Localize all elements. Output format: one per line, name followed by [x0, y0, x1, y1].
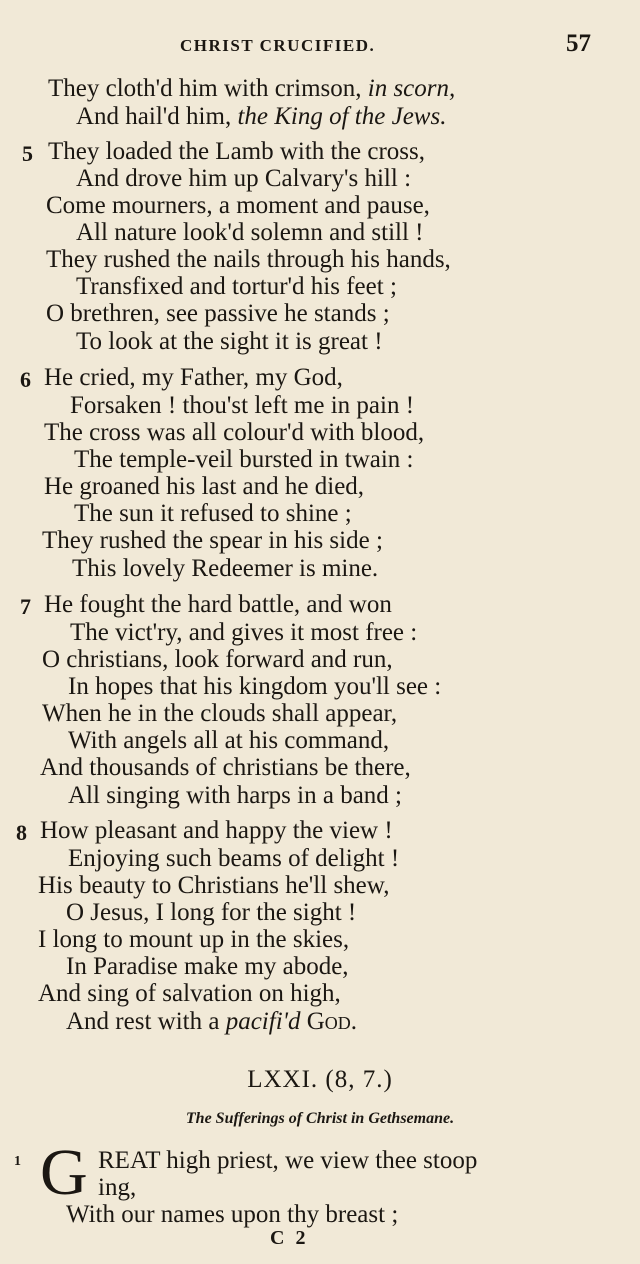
verse-line: Forsaken ! thou'st left me in pain !: [70, 392, 415, 419]
stanza-number: 5: [22, 141, 33, 166]
drop-cap: G: [40, 1136, 88, 1209]
verse-line: Enjoying such beams of delight !: [68, 845, 400, 872]
hymn-line: ing,: [98, 1174, 137, 1201]
running-title: CHRIST CRUCIFIED.: [180, 36, 376, 55]
verse-line: The temple-veil bursted in twain :: [74, 446, 414, 473]
verse-line: The vict'ry, and gives it most free :: [70, 619, 418, 646]
verse-line: They loaded the Lamb with the cross,: [48, 138, 425, 165]
verse-number: 1: [14, 1154, 21, 1169]
hymn-title: The Sufferings of Christ in Gethsemane.: [185, 1110, 455, 1127]
verse-line: They rushed the spear in his side ;: [42, 527, 383, 554]
verse-line: His beauty to Christians he'll shew,: [38, 872, 390, 899]
verse-line: And sing of salvation on high,: [38, 980, 341, 1007]
verse-line: This lovely Redeemer is mine.: [72, 555, 379, 582]
verse-line: All singing with harps in a band ;: [68, 782, 402, 809]
page-number: 57: [566, 30, 591, 57]
verse-line: O christians, look forward and run,: [42, 646, 393, 673]
running-head: [0, 30, 640, 62]
hymn-line: REAT high priest, we view thee stoop: [98, 1147, 478, 1174]
verse-line: To look at the sight it is great !: [76, 328, 383, 355]
verse-line: In Paradise make my abode,: [66, 953, 349, 980]
verse-line: Come mourners, a moment and pause,: [46, 192, 430, 219]
stanza-number: 7: [20, 594, 31, 619]
signature-mark: C 2: [270, 1227, 309, 1249]
verse-line: How pleasant and happy the view !: [40, 817, 393, 844]
verse-line: And rest with a pacifi'd God.: [66, 1008, 358, 1035]
verse-line: And drove him up Calvary's hill :: [76, 165, 412, 192]
hymn-number: LXXI. (8, 7.): [247, 1066, 393, 1093]
verse-line: And hail'd him, the King of the Jews.: [76, 103, 447, 130]
verse-line: He groaned his last and he died,: [44, 473, 365, 500]
verse-line: Transfixed and tortur'd his feet ;: [76, 273, 397, 300]
verse-line: When he in the clouds shall appear,: [42, 700, 398, 727]
verse-line: They rushed the nails through his hands,: [46, 246, 451, 273]
verse-line: They cloth'd him with crimson, in scorn,: [48, 75, 456, 102]
stanza-number: 6: [20, 367, 31, 392]
verse-line: He cried, my Father, my God,: [44, 364, 343, 391]
verse-line: O brethren, see passive he stands ;: [46, 300, 390, 327]
verse-line: O Jesus, I long for the sight !: [66, 899, 357, 926]
verse-line: With angels all at his command,: [68, 727, 390, 754]
verse-line: In hopes that his kingdom you'll see :: [68, 673, 442, 700]
verse-line: The sun it refused to shine ;: [74, 500, 352, 527]
verse-line: He fought the hard battle, and won: [44, 591, 392, 618]
verse-line: I long to mount up in the skies,: [38, 926, 350, 953]
hymn-line: With our names upon thy breast ;: [66, 1201, 399, 1228]
verse-line: And thousands of christians be there,: [40, 754, 411, 781]
verse-line: All nature look'd solemn and still !: [76, 219, 424, 246]
verse-line: The cross was all colour'd with blood,: [44, 419, 425, 446]
stanza-number: 8: [16, 820, 27, 845]
